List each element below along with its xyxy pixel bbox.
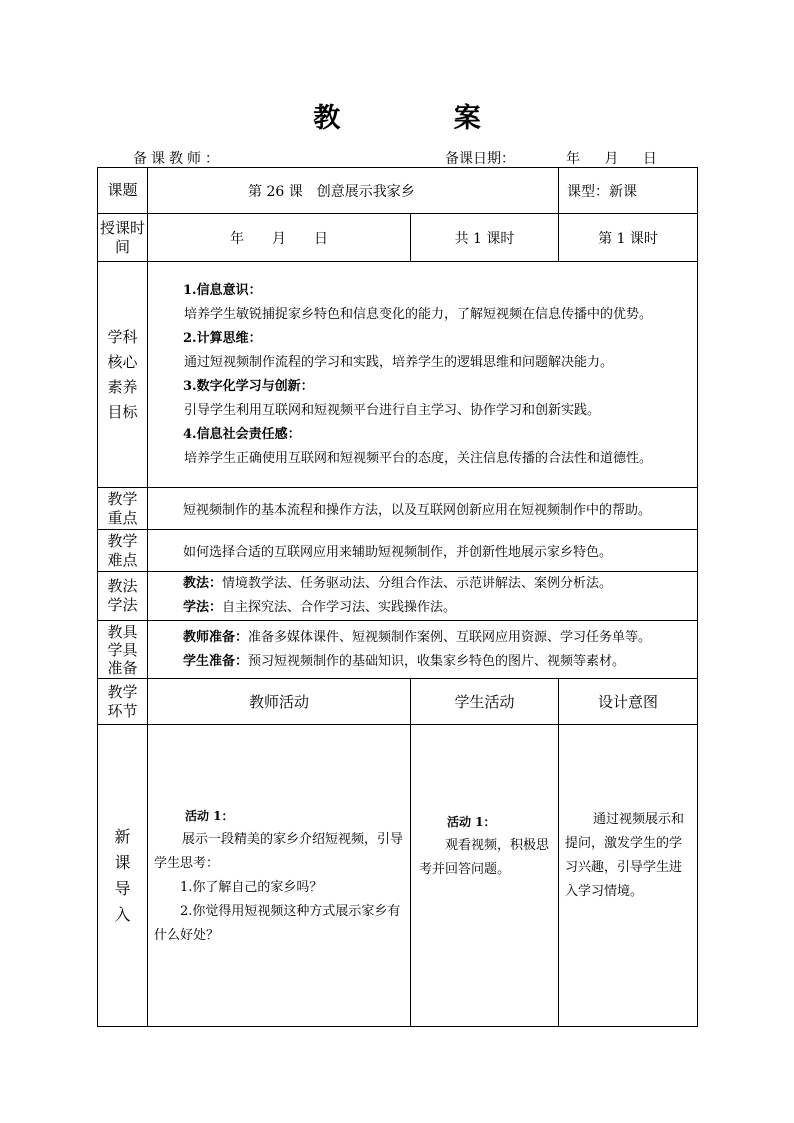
intro-question-1: 1.你了解自己的家乡吗？ [180, 879, 323, 895]
goal-4-head: 4.信息社会责任感： [183, 426, 301, 442]
student-prep-head: 学生准备： [183, 653, 249, 669]
lesson-date: 年 月 日 [148, 214, 411, 262]
goal-3-head: 3.数字化学习与创新： [183, 378, 314, 394]
goal-3-body: 引导学生利用互联网和短视频平台进行自主学习、协作学习和创新实践。 [184, 402, 601, 418]
goal-1-body: 培养学生敏锐捕捉家乡特色和信息变化的能力，了解短视频在信息传播中的优势。 [184, 306, 653, 322]
topic-label: 课题 [98, 168, 148, 214]
teacher-prep-head: 教师准备： [183, 629, 249, 645]
difficulties-row [98, 530, 698, 572]
key-points-row [98, 488, 698, 530]
prep-content [148, 621, 698, 679]
goal-1-head: 1.信息意识： [183, 282, 262, 298]
intro-row [98, 725, 698, 1027]
page-title: 教 案 [313, 103, 533, 134]
goals-row [98, 262, 698, 488]
intro-design-intent [559, 725, 698, 1027]
teacher-prep-text: 准备多媒体课件、短视频制作案例、互联网应用资源、学习任务单等。 [248, 629, 652, 645]
current-period: 第 1 课时 [559, 214, 698, 262]
topic-row [98, 168, 698, 214]
student-prep-text: 预习短视频制作的基础知识，收集家乡特色的图片、视频等素材。 [248, 653, 626, 669]
time-label: 授课时间 [98, 214, 148, 262]
methods-row [98, 572, 698, 621]
teacher-activity-header: 教师活动 [148, 679, 411, 725]
difficulties-label: 教学难点 [98, 530, 148, 572]
lesson-plan-table [97, 167, 698, 1027]
goal-2-head: 2.计算思维： [183, 330, 262, 346]
methods-content [148, 572, 698, 621]
date-label: 备课日期： [445, 151, 515, 167]
difficulties-text: 如何选择合适的互联网应用来辅助短视频制作，并创新性地展示家乡特色。 [148, 530, 698, 572]
date-value: 年 月 日 [566, 151, 657, 167]
time-row [98, 214, 698, 262]
teacher-label: 备课教师： [133, 151, 223, 167]
intro-teacher-activity [148, 725, 411, 1027]
intro-student-text: 观看视频，积极思考并回答问题。 [419, 837, 550, 877]
intro-question-2: 2.你觉得用短视频这种方式展示家乡有什么好处？ [154, 903, 401, 943]
lesson-type: 课型：新课 [559, 168, 698, 214]
goal-2-body: 通过短视频制作流程的学习和实践，培养学生的逻辑思维和问题解决能力。 [184, 354, 614, 370]
intro-student-head: 活动 1： [447, 814, 496, 829]
learn-method-head: 学法： [183, 600, 223, 615]
key-points-label: 教学重点 [98, 488, 148, 530]
methods-label: 教法学法 [98, 572, 148, 621]
goals-label: 学科核心素养目标 [98, 262, 148, 488]
intro-label: 新课导入 [98, 725, 148, 1027]
key-points-text: 短视频制作的基本流程和操作方法，以及互联网创新应用在短视频制作中的帮助。 [148, 488, 698, 530]
teach-method-text: 情境教学法、任务驱动法、分组合作法、示范讲解法、案例分析法。 [222, 576, 613, 591]
intro-teacher-lead: 展示一段精美的家乡介绍短视频，引导学生思考： [154, 831, 404, 871]
steps-header-row [98, 679, 698, 725]
intro-intent-text: 通过视频展示和提问，激发学生的学习兴趣，引导学生进入学习情境。 [565, 811, 685, 899]
goals-content [148, 262, 698, 488]
design-intent-header: 设计意图 [559, 679, 698, 725]
prep-label: 教具学具准备 [98, 621, 148, 679]
steps-label: 教学环节 [98, 679, 148, 725]
total-periods: 共 1 课时 [411, 214, 559, 262]
topic-value: 第 26 课 创意展示我家乡 [148, 168, 559, 214]
prep-row [98, 621, 698, 679]
intro-teacher-head: 活动 1： [185, 808, 234, 823]
teach-method-head: 教法： [183, 576, 223, 591]
student-activity-header: 学生活动 [411, 679, 559, 725]
goal-4-body: 培养学生正确使用互联网和短视频平台的态度，关注信息传播的合法性和道德性。 [184, 450, 653, 466]
intro-student-activity [411, 725, 559, 1027]
learn-method-text: 自主探究法、合作学习法、实践操作法。 [222, 600, 457, 615]
